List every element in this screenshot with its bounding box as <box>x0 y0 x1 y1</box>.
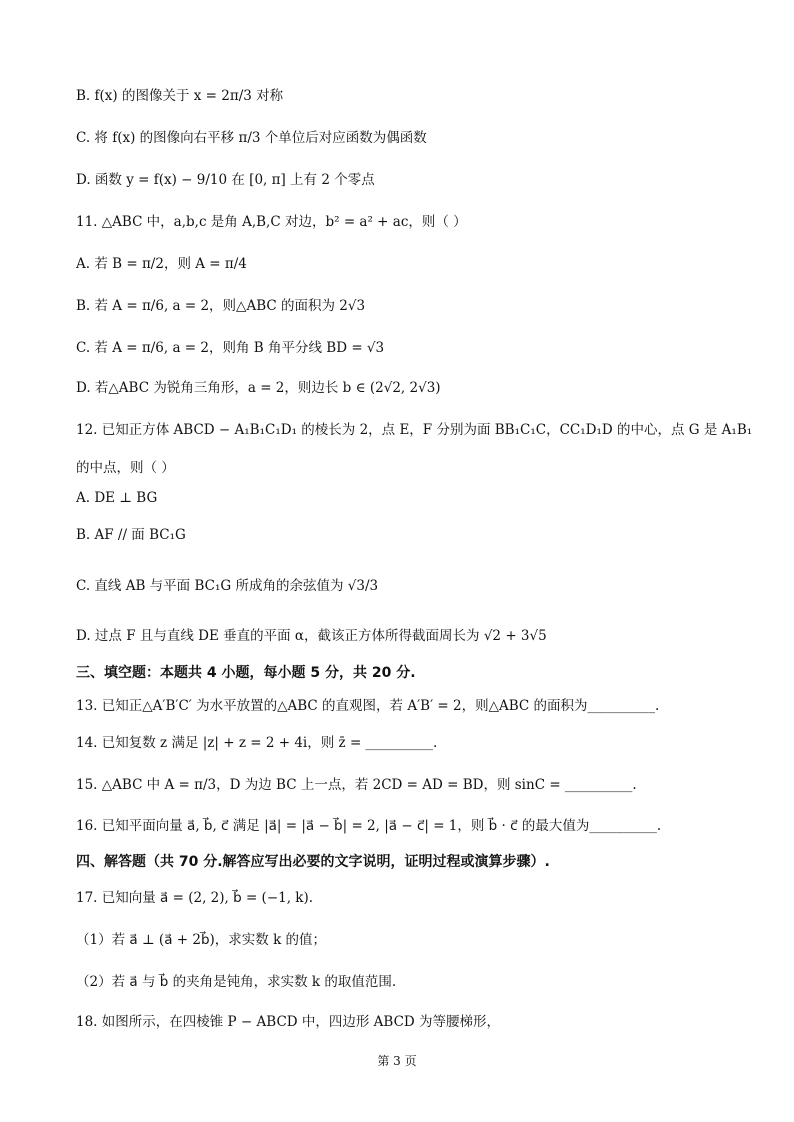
question-15: 15. △ABC 中 A = π/3，D 为边 BC 上一点，若 2CD = AD = BD，则 sinC = __________. <box>76 777 637 793</box>
question-17: 17. 已知向量 a⃗ = (2, 2), b⃗ = (−1, k). <box>76 890 314 906</box>
question-14: 14. 已知复数 z 满足 |z| + z = 2 + 4i，则 z̄ = __________. <box>76 735 438 751</box>
question-18: 18. 如图所示，在四棱锥 P − ABCD 中，四边形 ABCD 为等腰梯形， <box>76 1014 501 1030</box>
question-16: 16. 已知平面向量 a⃗, b⃗, c⃗ 满足 |a⃗| = |a⃗ − b⃗| = 2, |a⃗ − c⃗| = 1，则 b⃗ · c⃗ 的最大值为__________. <box>76 818 662 834</box>
option-10b: B. f(x) 的图像关于 x = 2π/3 对称 <box>76 88 284 104</box>
question-12-cont: 的中点，则（ ） <box>76 460 175 476</box>
question-12: 12. 已知正方体 ABCD − A₁B₁C₁D₁ 的棱长为 2，点 E，F 分别为面 BB₁C₁C，CC₁D₁D 的中心，点 G 是 A₁B₁ <box>76 422 753 438</box>
option-12c: C. 直线 AB 与平面 BC₁G 所成角的余弦值为 √3/3 <box>76 578 379 594</box>
question-13: 13. 已知正△A′B′C′ 为水平放置的△ABC 的直观图，若 A′B′ = 2，则△ABC 的面积为__________. <box>76 698 660 714</box>
section-solutions: 四、解答题（共 70 分.解答应写出必要的文字说明，证明过程或演算步骤）. <box>76 854 550 870</box>
question-17-part2: （2）若 a⃗ 与 b⃗ 的夹角是钝角，求实数 k 的取值范围. <box>76 974 397 990</box>
option-11b: B. 若 A = π/6, a = 2，则△ABC 的面积为 2√3 <box>76 298 366 314</box>
page-number: 第 3 页 <box>377 1054 417 1068</box>
option-12b: B. AF // 面 BC₁G <box>76 527 186 543</box>
option-10c: C. 将 f(x) 的图像向右平移 π/3 个单位后对应函数为偶函数 <box>76 130 427 146</box>
option-11a: A. 若 B = π/2，则 A = π/4 <box>76 256 247 272</box>
option-11c: C. 若 A = π/6, a = 2，则角 B 角平分线 BD = √3 <box>76 340 385 356</box>
section-fill-in: 三、填空题：本题共 4 小题，每小题 5 分，共 20 分. <box>76 665 416 681</box>
question-17-part1: （1）若 a⃗ ⊥ (a⃗ + 2b⃗)，求实数 k 的值； <box>76 932 327 948</box>
option-12a: A. DE ⊥ BG <box>76 490 158 506</box>
question-11: 11. △ABC 中，a,b,c 是角 A,B,C 对边，b² = a² + ac，则（ ） <box>76 214 467 230</box>
option-11d: D. 若△ABC 为锐角三角形，a = 2，则边长 b ∈ (2√2, 2√3) <box>76 380 441 396</box>
option-12d: D. 过点 F 且与直线 DE 垂直的平面 α，截该正方体所得截面周长为 √2 + 3√5 <box>76 628 547 644</box>
option-10d: D. 函数 y = f(x) − 9/10 在 [0, π] 上有 2 个零点 <box>76 172 375 188</box>
